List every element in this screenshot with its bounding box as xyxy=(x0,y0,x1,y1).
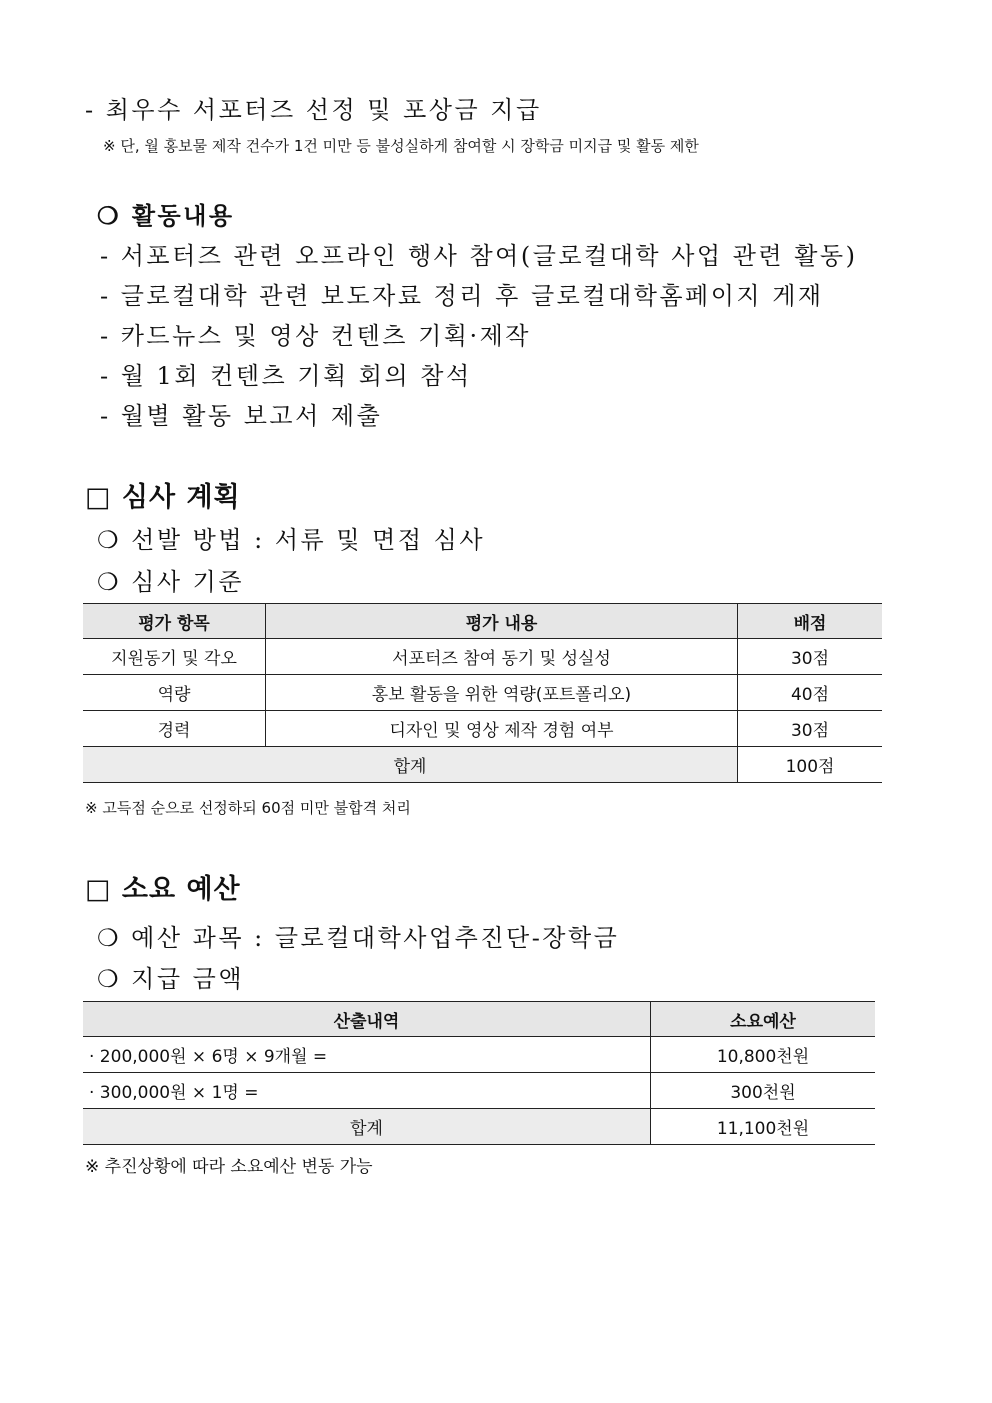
review-heading: □ 심사 계획 xyxy=(85,482,241,513)
criteria-table xyxy=(83,603,882,783)
budget-subject: ❍ 예산 과목 : 글로컬대학사업추진단-장학금 xyxy=(97,924,620,952)
table-cell: 서포터즈 참여 동기 및 성실성 xyxy=(266,639,738,675)
activity-item: - 카드뉴스 및 영상 컨텐츠 기획·제작 xyxy=(100,322,531,350)
col-header: 산출내역 xyxy=(83,1002,651,1037)
activity-item: - 서포터즈 관련 오프라인 행사 참여(글로컬대학 사업 관련 활동) xyxy=(100,242,858,270)
budget-note: ※ 추진상황에 따라 소요예산 변동 가능 xyxy=(85,1157,373,1177)
table-cell: 10,800천원 xyxy=(651,1037,876,1073)
table-cell: 지원동기 및 각오 xyxy=(83,639,266,675)
activity-item: - 월별 활동 보고서 제출 xyxy=(100,402,383,430)
activity-item: - 월 1회 컨텐츠 기획 회의 참석 xyxy=(100,362,472,390)
table-cell: 300천원 xyxy=(651,1073,876,1109)
activity-title: ❍ 활동내용 xyxy=(97,201,235,230)
table-cell: 경력 xyxy=(83,711,266,747)
table-row xyxy=(83,1037,875,1073)
criteria-title: ❍ 심사 기준 xyxy=(97,568,245,596)
table-cell: 30점 xyxy=(738,639,883,675)
table-row xyxy=(83,675,882,711)
table-row xyxy=(83,639,882,675)
table-cell: · 300,000원 × 1명 = xyxy=(83,1073,651,1109)
selection-method: ❍ 선발 방법 : 서류 및 면접 심사 xyxy=(97,526,486,554)
col-header: 배점 xyxy=(738,604,883,639)
total-label: 합계 xyxy=(83,747,738,783)
budget-table xyxy=(83,1001,875,1145)
total-value: 11,100천원 xyxy=(651,1109,876,1145)
table-cell: 홍보 활동을 위한 역량(포트폴리오) xyxy=(266,675,738,711)
total-row xyxy=(83,1109,875,1145)
review-note: ※ 고득점 순으로 선정하되 60점 미만 불합격 처리 xyxy=(85,799,411,817)
activity-item: - 글로컬대학 관련 보도자료 정리 후 글로컬대학홈페이지 게재 xyxy=(100,282,824,310)
table-cell: 40점 xyxy=(738,675,883,711)
total-label: 합계 xyxy=(83,1109,651,1145)
table-cell: 역량 xyxy=(83,675,266,711)
table-row xyxy=(83,1073,875,1109)
total-row xyxy=(83,747,882,783)
table-cell: 30점 xyxy=(738,711,883,747)
table-cell: 디자인 및 영상 제작 경험 여부 xyxy=(266,711,738,747)
total-value: 100점 xyxy=(738,747,883,783)
budget-heading: □ 소요 예산 xyxy=(85,874,241,905)
table-cell: · 200,000원 × 6명 × 9개월 = xyxy=(83,1037,651,1073)
table-header-row xyxy=(83,1002,875,1037)
col-header: 평가 항목 xyxy=(83,604,266,639)
col-header: 평가 내용 xyxy=(266,604,738,639)
budget-amount-title: ❍ 지급 금액 xyxy=(97,965,245,993)
reward-note: ※ 단, 월 홍보물 제작 건수가 1건 미만 등 불성실하게 참여할 시 장학금 미지급 및 활동 제한 xyxy=(103,137,699,155)
table-row xyxy=(83,711,882,747)
col-header: 소요예산 xyxy=(651,1002,876,1037)
reward-line: - 최우수 서포터즈 선정 및 포상금 지급 xyxy=(85,96,542,124)
table-header-row xyxy=(83,604,882,639)
